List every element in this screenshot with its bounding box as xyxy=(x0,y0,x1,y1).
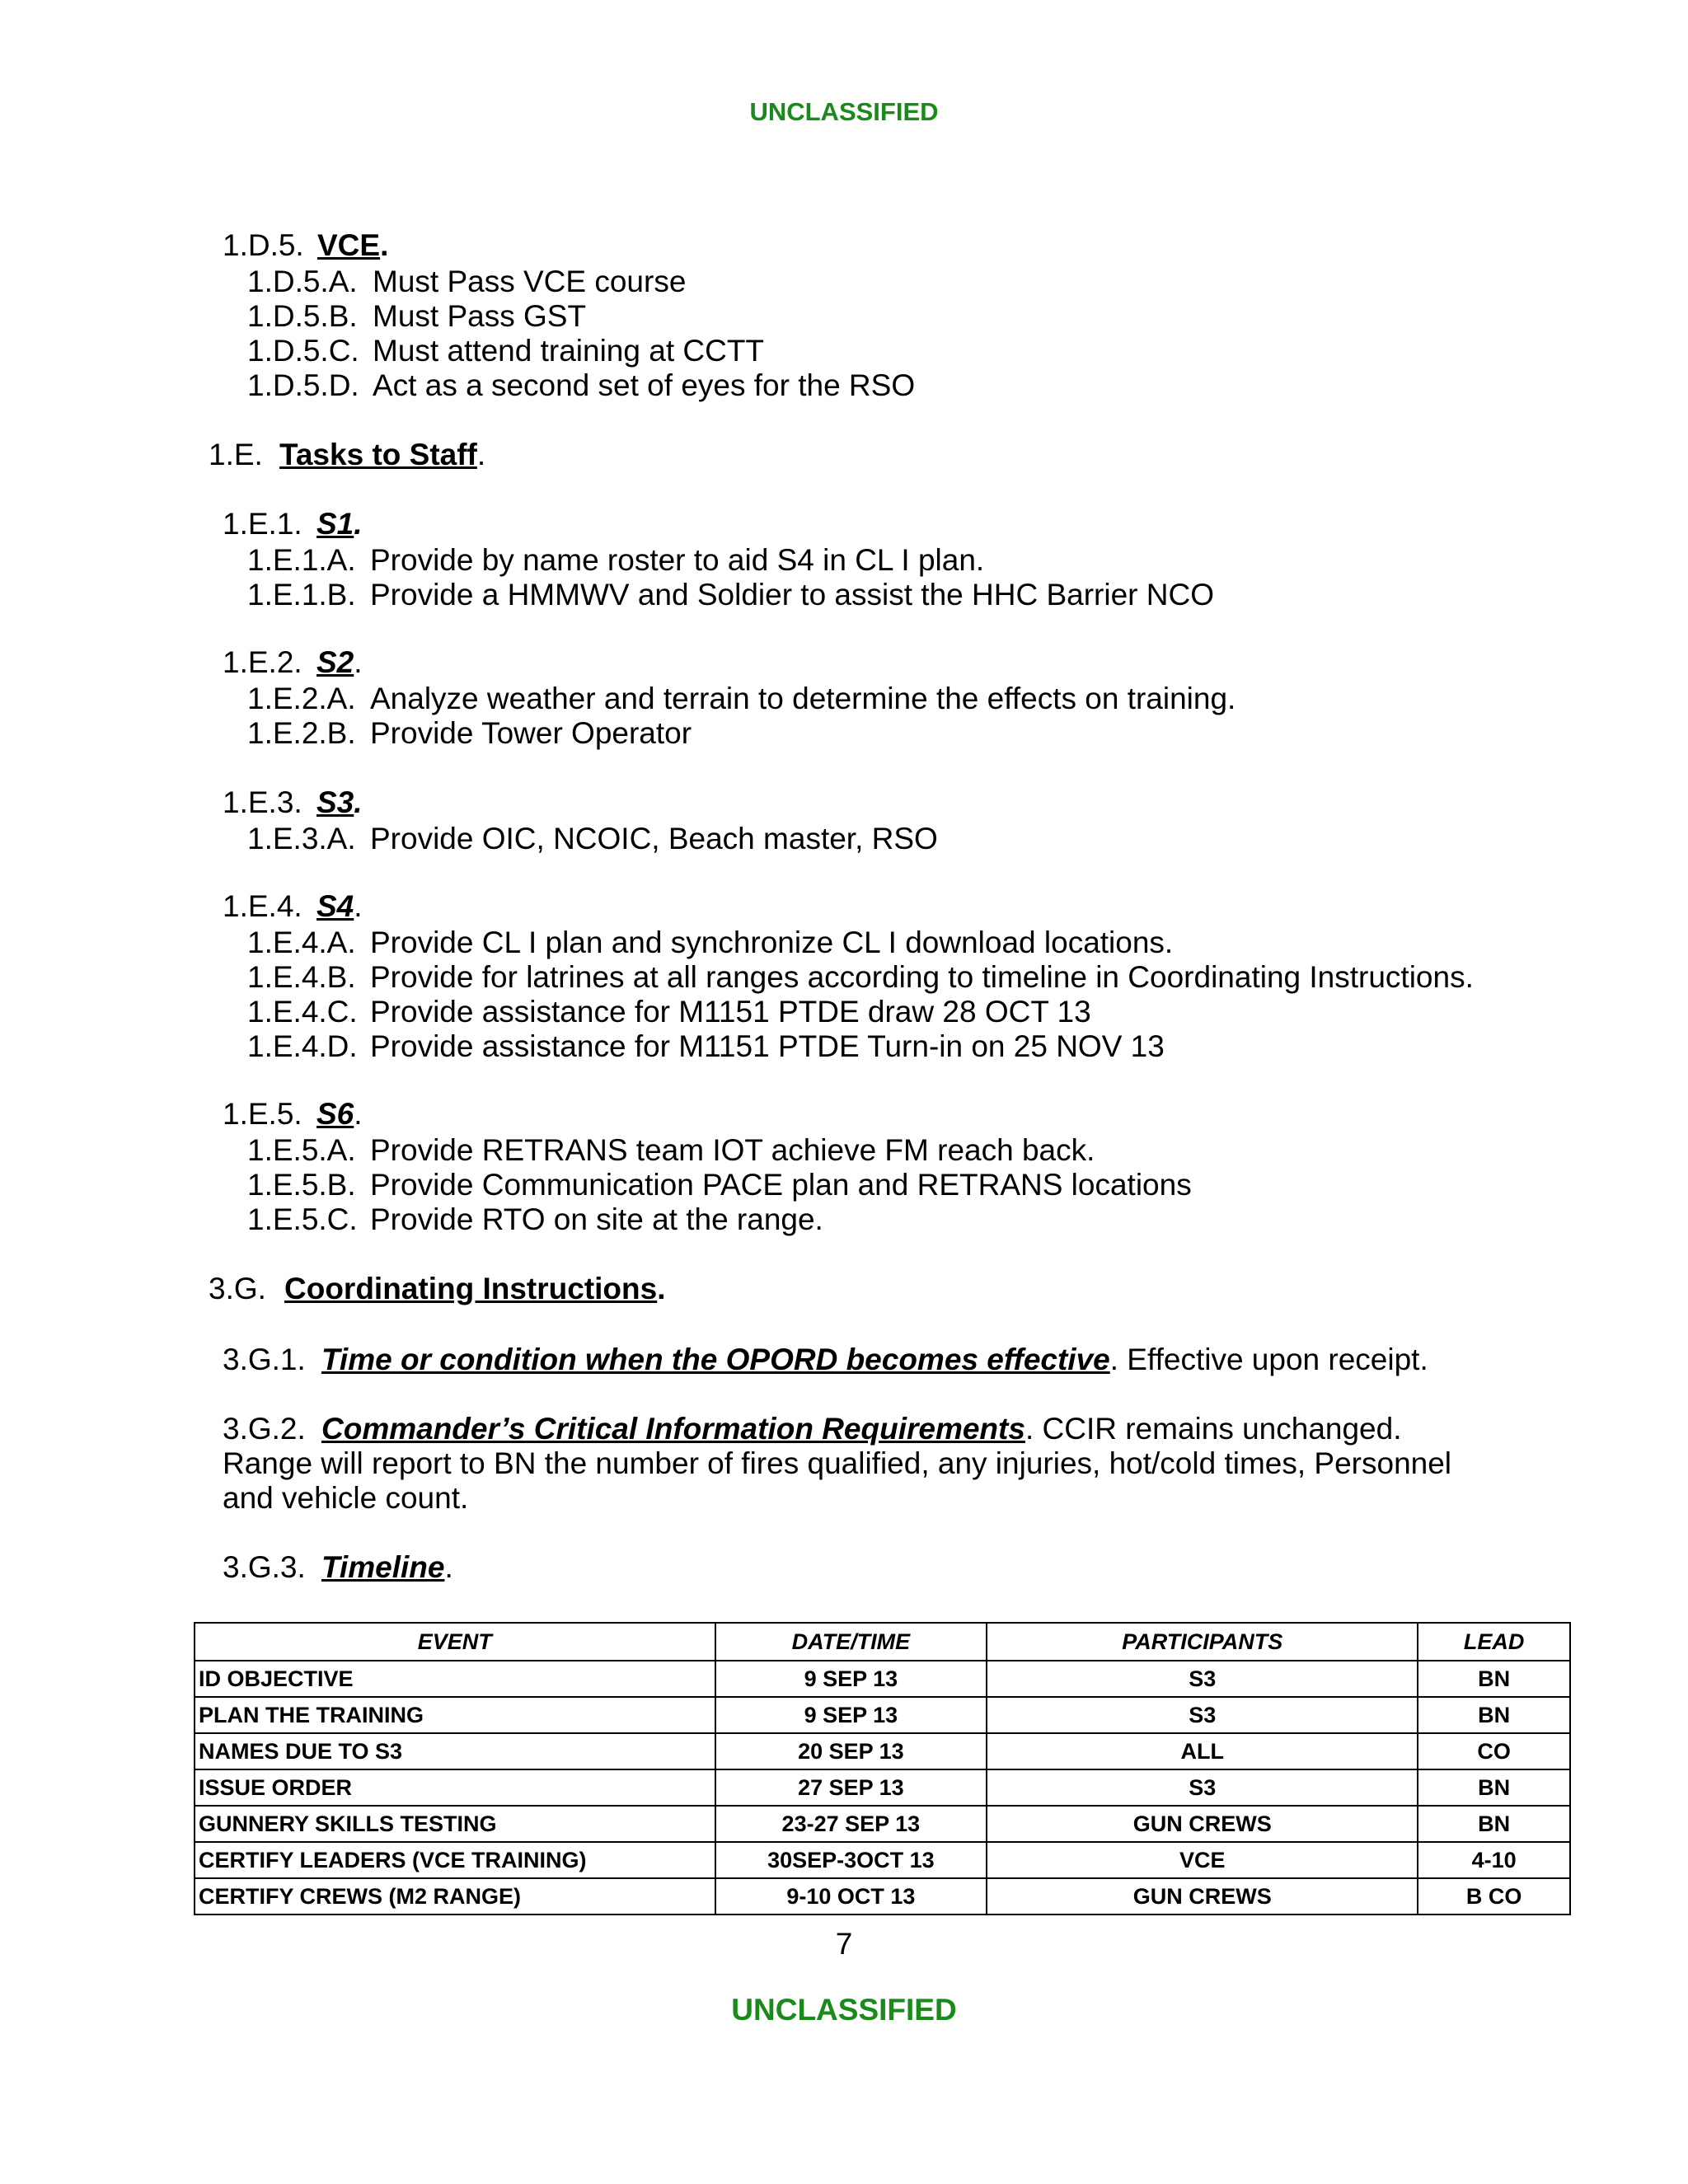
table-row: NAMES DUE TO S3 20 SEP 13 ALL CO xyxy=(195,1733,1570,1769)
table-row: ID OBJECTIVE 9 SEP 13 S3 BN xyxy=(195,1661,1570,1697)
list-item: 1.E.4.C. Provide assistance for M1151 PTDE draw 28 OCT 13 xyxy=(247,995,1091,1029)
list-item: 1.E.5.B. Provide Communication PACE plan and RETRANS locations xyxy=(247,1168,1192,1202)
list-item: 1.E.2.A. Analyze weather and terrain to determine the effects on training. xyxy=(247,682,1236,715)
section-heading-vce: 1.D.5. VCE. xyxy=(223,228,389,262)
list-item: 1.E.1.B. Provide a HMMWV and Soldier to assist the HHC Barrier NCO xyxy=(247,578,1214,612)
table-row: PLAN THE TRAINING 9 SEP 13 S3 BN xyxy=(195,1697,1570,1733)
list-item: 1.E.5.C. Provide RTO on site at the range. xyxy=(247,1202,823,1236)
list-item: 1.E.4.D. Provide assistance for M1151 PTDE Turn-in on 25 NOV 13 xyxy=(247,1029,1165,1063)
timeline-table xyxy=(194,1622,1571,1915)
list-item: 1.E.1.A. Provide by name roster to aid S4 in CL I plan. xyxy=(247,543,985,577)
paragraph-3g2-line2: Range will report to BN the number of fires qualified, any injuries, hot/cold times, Personnel xyxy=(223,1446,1452,1480)
list-item: 1.E.4.A. Provide CL I plan and synchronize CL I download locations. xyxy=(247,926,1174,959)
table-header-row xyxy=(195,1623,1570,1661)
table-row: ISSUE ORDER 27 SEP 13 S3 BN xyxy=(195,1769,1570,1806)
list-item: 1.E.2.B. Provide Tower Operator xyxy=(247,716,692,750)
classification-top: UNCLASSIFIED xyxy=(749,97,939,126)
column-header-event: EVENT xyxy=(195,1623,715,1661)
classification-bottom: UNCLASSIFIED xyxy=(731,1993,957,2027)
column-header-participants: PARTICIPANTS xyxy=(987,1623,1418,1661)
table-row: CERTIFY CREWS (M2 RANGE) 9-10 OCT 13 GUN CREWS B CO xyxy=(195,1878,1570,1915)
list-item: 1.E.3.A. Provide OIC, NCOIC, Beach master, RSO xyxy=(247,822,938,855)
list-item: 1.D.5.B. Must Pass GST xyxy=(247,299,587,333)
subsection-heading-s2: 1.E.2. S2. xyxy=(223,645,363,679)
paragraph-3g3: 3.G.3. Timeline. xyxy=(223,1550,453,1584)
column-header-lead: LEAD xyxy=(1418,1623,1570,1661)
table-row: CERTIFY LEADERS (VCE TRAINING) 30SEP-3OCT 13 VCE 4-10 xyxy=(195,1842,1570,1878)
list-item: 1.D.5.D. Act as a second set of eyes for the RSO xyxy=(247,368,916,402)
list-item: 1.D.5.C. Must attend training at CCTT xyxy=(247,334,765,368)
subsection-heading-s6: 1.E.5. S6. xyxy=(223,1097,363,1131)
section-heading-tasks-to-staff: 1.E. Tasks to Staff. xyxy=(209,438,486,471)
subsection-heading-s1: 1.E.1. S1. xyxy=(223,507,363,541)
page-number: 7 xyxy=(835,1927,853,1961)
paragraph-3g2: 3.G.2. Commander’s Critical Information Requirements. CCIR remains unchanged. xyxy=(223,1412,1402,1446)
subsection-heading-s3: 1.E.3. S3. xyxy=(223,785,363,819)
list-item: 1.E.4.B. Provide for latrines at all ranges according to timeline in Coordinating Instructions. xyxy=(247,960,1474,994)
subsection-heading-s4: 1.E.4. S4. xyxy=(223,889,363,923)
paragraph-3g2-line3: and vehicle count. xyxy=(223,1481,469,1515)
list-item: 1.D.5.A. Must Pass VCE course xyxy=(247,265,687,298)
list-item: 1.E.5.A. Provide RETRANS team IOT achieve FM reach back. xyxy=(247,1133,1095,1167)
paragraph-3g1: 3.G.1. Time or condition when the OPORD becomes effective. Effective upon receipt. xyxy=(223,1343,1428,1376)
table-row: GUNNERY SKILLS TESTING 23-27 SEP 13 GUN CREWS BN xyxy=(195,1806,1570,1842)
section-heading-coordinating-instructions: 3.G. Coordinating Instructions. xyxy=(209,1272,666,1305)
column-header-date-time: DATE/TIME xyxy=(715,1623,987,1661)
